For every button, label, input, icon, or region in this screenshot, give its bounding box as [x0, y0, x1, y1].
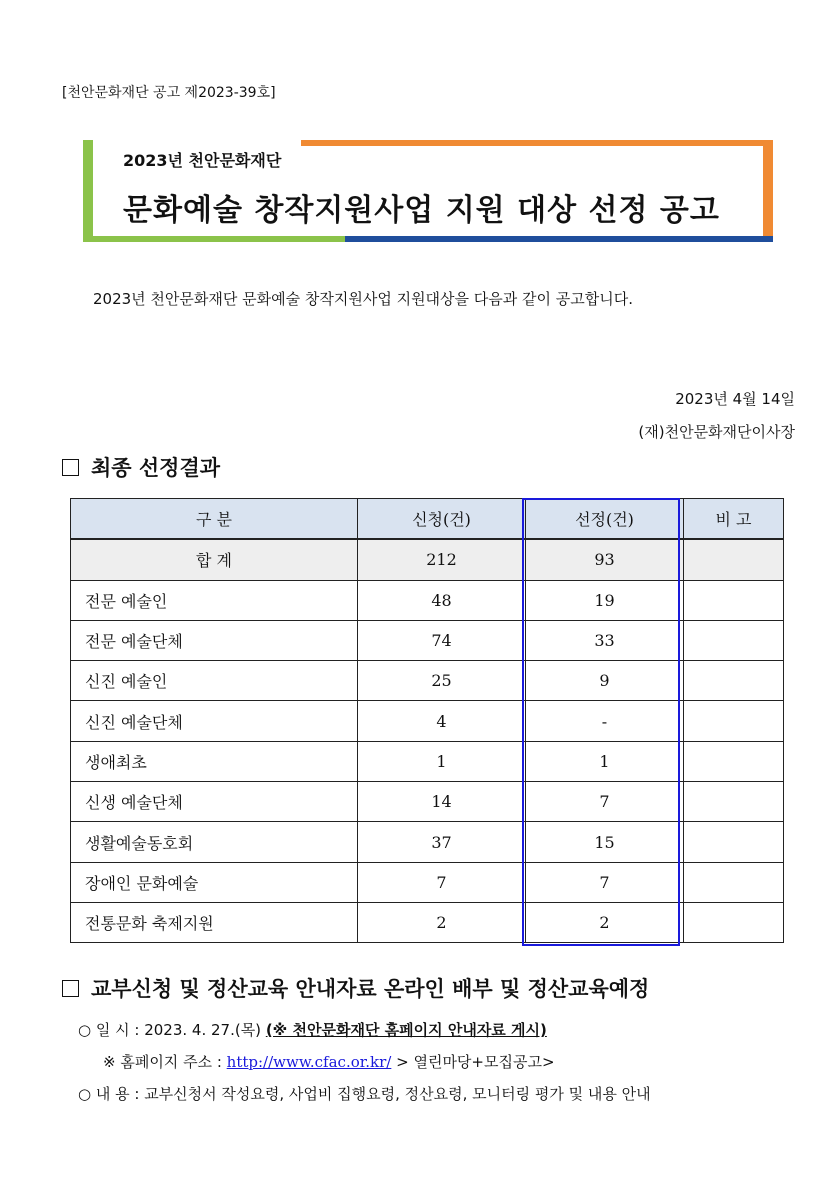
header-note: 비 고: [684, 499, 784, 540]
row-applied: 37: [358, 822, 526, 862]
homepage-link[interactable]: http://www.cfac.or.kr/: [226, 1053, 392, 1071]
title-banner: [83, 140, 773, 242]
banner-subtitle: 2023년 천안문화재단: [123, 151, 282, 170]
table-row: [71, 580, 784, 620]
row-category: 전문 예술단체: [71, 620, 358, 660]
table-row: [71, 741, 784, 781]
row-note: [684, 862, 784, 902]
banner-orange-right-bar: [763, 140, 773, 236]
homepage-path: > 열린마당+모집공고>: [396, 1053, 555, 1071]
intro-text: 2023년 천안문화재단 문화예술 창작지원사업 지원대상을 다음과 같이 공고합니다.: [93, 290, 634, 308]
row-applied: 1: [358, 741, 526, 781]
row-selected: -: [526, 701, 684, 741]
info-homepage-line: [103, 1051, 555, 1072]
row-category: 생활예술동호회: [71, 822, 358, 862]
header-applied: 신청(건): [358, 499, 526, 540]
table-row: [71, 661, 784, 701]
row-note: [684, 620, 784, 660]
row-category: 신진 예술인: [71, 661, 358, 701]
total-note: [684, 539, 784, 580]
row-selected: 9: [526, 661, 684, 701]
row-applied: 74: [358, 620, 526, 660]
table-row: [71, 701, 784, 741]
row-applied: 2: [358, 902, 526, 942]
checkbox-square-icon: [62, 459, 79, 476]
row-category: 장애인 문화예술: [71, 862, 358, 902]
section-distribution-heading: [62, 973, 649, 1003]
row-applied: 48: [358, 580, 526, 620]
announcement-date: 2023년 4월 14일: [675, 390, 795, 408]
selection-results-table: [70, 498, 784, 943]
row-selected: 1: [526, 741, 684, 781]
row-selected: 33: [526, 620, 684, 660]
table-row: [71, 782, 784, 822]
schedule-text: ○ 일 시 : 2023. 4. 27.(목): [78, 1021, 262, 1039]
row-applied: 25: [358, 661, 526, 701]
row-applied: 4: [358, 701, 526, 741]
banner-orange-top-bar: [301, 140, 773, 146]
row-note: [684, 782, 784, 822]
total-label: 합 계: [71, 539, 358, 580]
table-row: [71, 862, 784, 902]
section-title: 최종 선정결과: [91, 456, 221, 480]
row-note: [684, 661, 784, 701]
info-schedule-line: [78, 1019, 547, 1040]
row-selected: 7: [526, 862, 684, 902]
section-final-results-heading: [62, 452, 220, 482]
row-note: [684, 822, 784, 862]
row-category: 신생 예술단체: [71, 782, 358, 822]
header-selected: 선정(건): [526, 499, 684, 540]
total-applied: 212: [358, 539, 526, 580]
row-note: [684, 701, 784, 741]
row-selected: 7: [526, 782, 684, 822]
notice-number: [천안문화재단 공고 제2023-39호]: [62, 85, 276, 101]
banner-green-bottom-bar: [83, 236, 345, 242]
row-category: 신진 예술단체: [71, 701, 358, 741]
section-title: 교부신청 및 정산교육 안내자료 온라인 배부 및 정산교육예정: [91, 977, 650, 1001]
row-category: 전문 예술인: [71, 580, 358, 620]
header-category: 구 분: [71, 499, 358, 540]
schedule-emphasis: (※ 천안문화재단 홈페이지 안내자료 게시): [265, 1021, 547, 1039]
table-row: [71, 822, 784, 862]
banner-green-bar: [83, 140, 93, 242]
homepage-label: ※ 홈페이지 주소 :: [103, 1053, 222, 1071]
total-selected: 93: [526, 539, 684, 580]
row-category: 전통문화 축제지원: [71, 902, 358, 942]
issuer-name: (재)천안문화재단이사장: [638, 423, 795, 441]
info-content-line: ○ 내 용 : 교부신청서 작성요령, 사업비 집행요령, 정산요령, 모니터링 평가 및 내용 안내: [78, 1085, 651, 1103]
row-selected: 19: [526, 580, 684, 620]
table-total-row: [71, 539, 784, 580]
table-row: [71, 902, 784, 942]
row-category: 생애최초: [71, 741, 358, 781]
banner-title: 문화예술 창작지원사업 지원 대상 선정 공고: [123, 193, 720, 228]
banner-blue-bottom-bar: [345, 236, 773, 242]
row-applied: 7: [358, 862, 526, 902]
row-note: [684, 902, 784, 942]
table-header-row: [71, 499, 784, 540]
row-selected: 2: [526, 902, 684, 942]
row-applied: 14: [358, 782, 526, 822]
table-row: [71, 620, 784, 660]
checkbox-square-icon: [62, 980, 79, 997]
row-note: [684, 580, 784, 620]
row-selected: 15: [526, 822, 684, 862]
row-note: [684, 741, 784, 781]
